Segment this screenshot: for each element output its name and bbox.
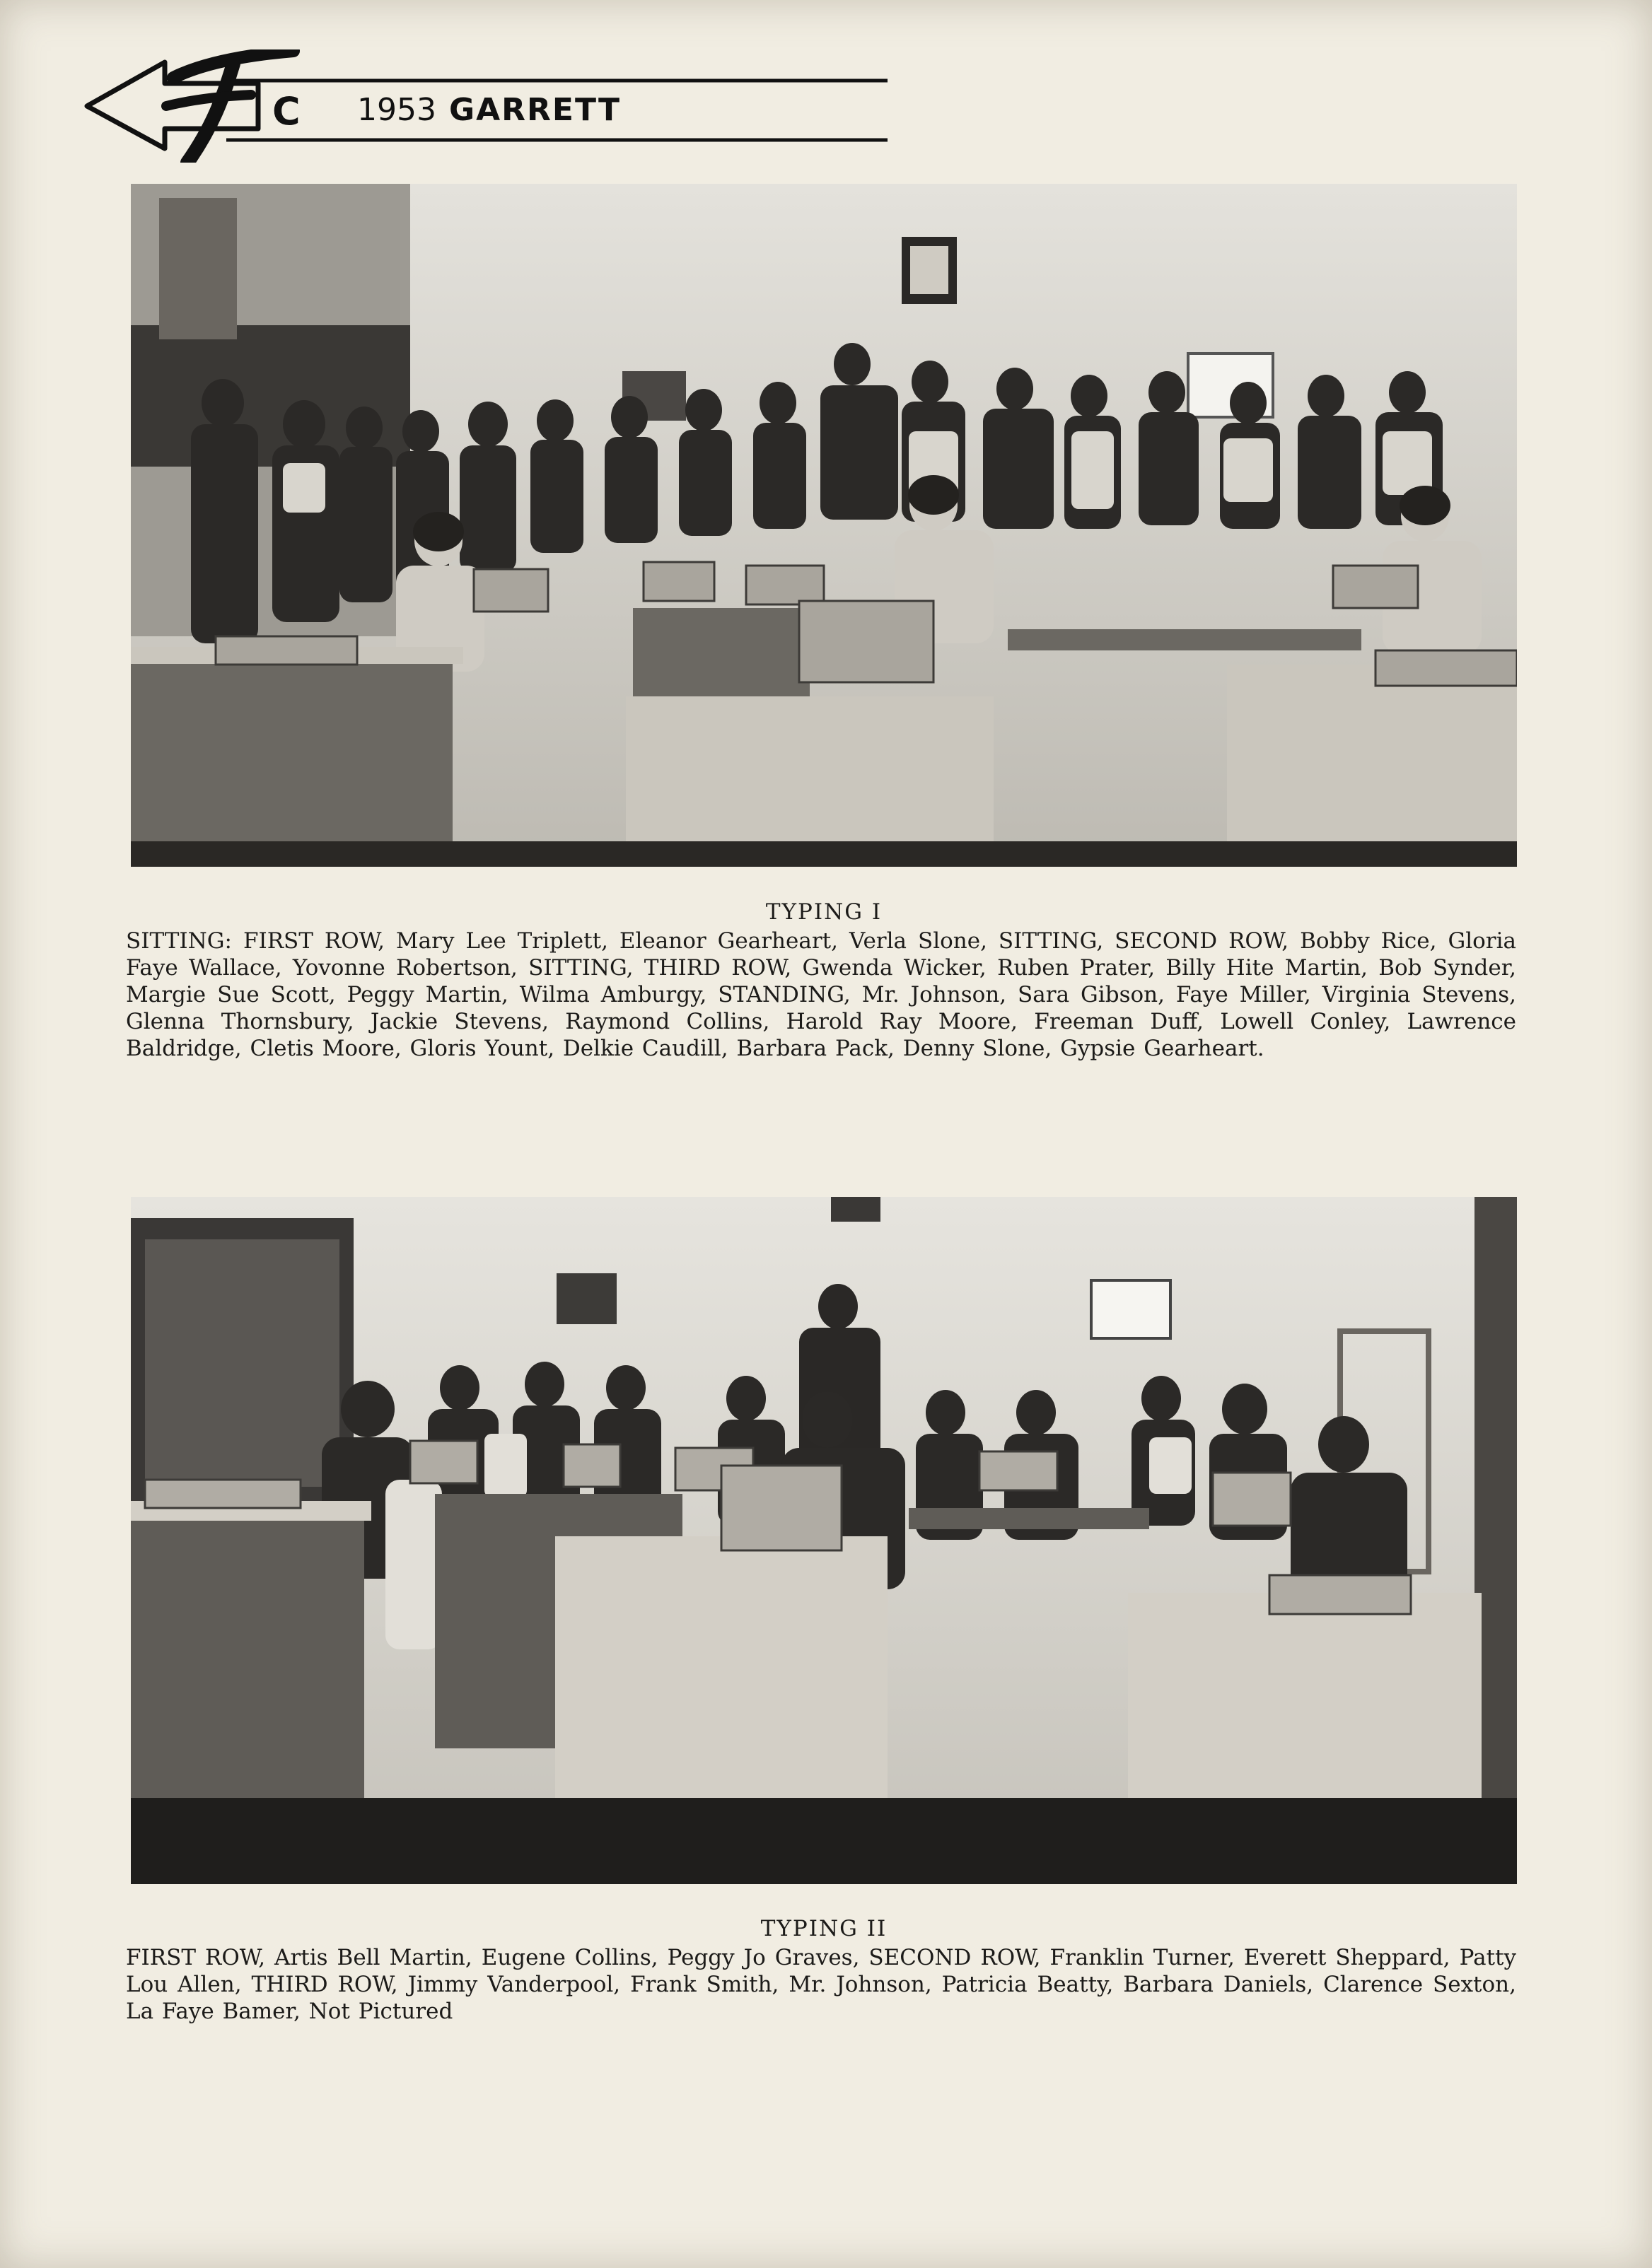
typing-ii-caption: FIRST ROW, Artis Bell Martin, Eugene Collins, Peggy Jo Graves, SECOND ROW, Franklin Turner, Everett Sheppard, Patty Lou Allen, THIRD ROW, Jimmy Vanderpool, Frank Smith, Mr. Johnson, Patricia Beatty, Barbara Daniels, Clarence Sexton, La Faye Bamer, Not Pictured (126, 1945, 1516, 2024)
page-header (81, 49, 888, 163)
typing-i-title: TYPING I (765, 899, 883, 925)
typing-i-class-photo (131, 184, 1517, 867)
page-section-letter: C (272, 89, 301, 134)
typing-ii-title: TYPING II (760, 1916, 888, 1941)
typing-ii-class-photo (131, 1197, 1517, 1884)
yearbook-year: 1953 (357, 92, 436, 128)
school-name: GARRETT (449, 92, 622, 128)
typing-i-caption: SITTING: FIRST ROW, Mary Lee Triplett, Eleanor Gearheart, Verla Slone, SITTING, SECOND ROW, Bobby Rice, Gloria Faye Wallace, Yovonne Robertson, SITTING, THIRD ROW, Gwenda Wicker, Ruben Prater, Billy Hite Martin, Bob Synder, Margie Sue Scott, Peggy Martin, Wilma Amburgy, STANDING, Mr. Johnson, Sara Gibson, Faye Miller, Virginia Stevens, Glenna Thornsbury, Jackie Stevens, Raymond Collins, Harold Ray Moore, Freeman Duff, Lowell Conley, Lawrence Baldridge, Cletis Moore, Gloris Yount, Delkie Caudill, Barbara Pack, Denny Slone, Gypsie Gearheart. (126, 928, 1516, 1061)
